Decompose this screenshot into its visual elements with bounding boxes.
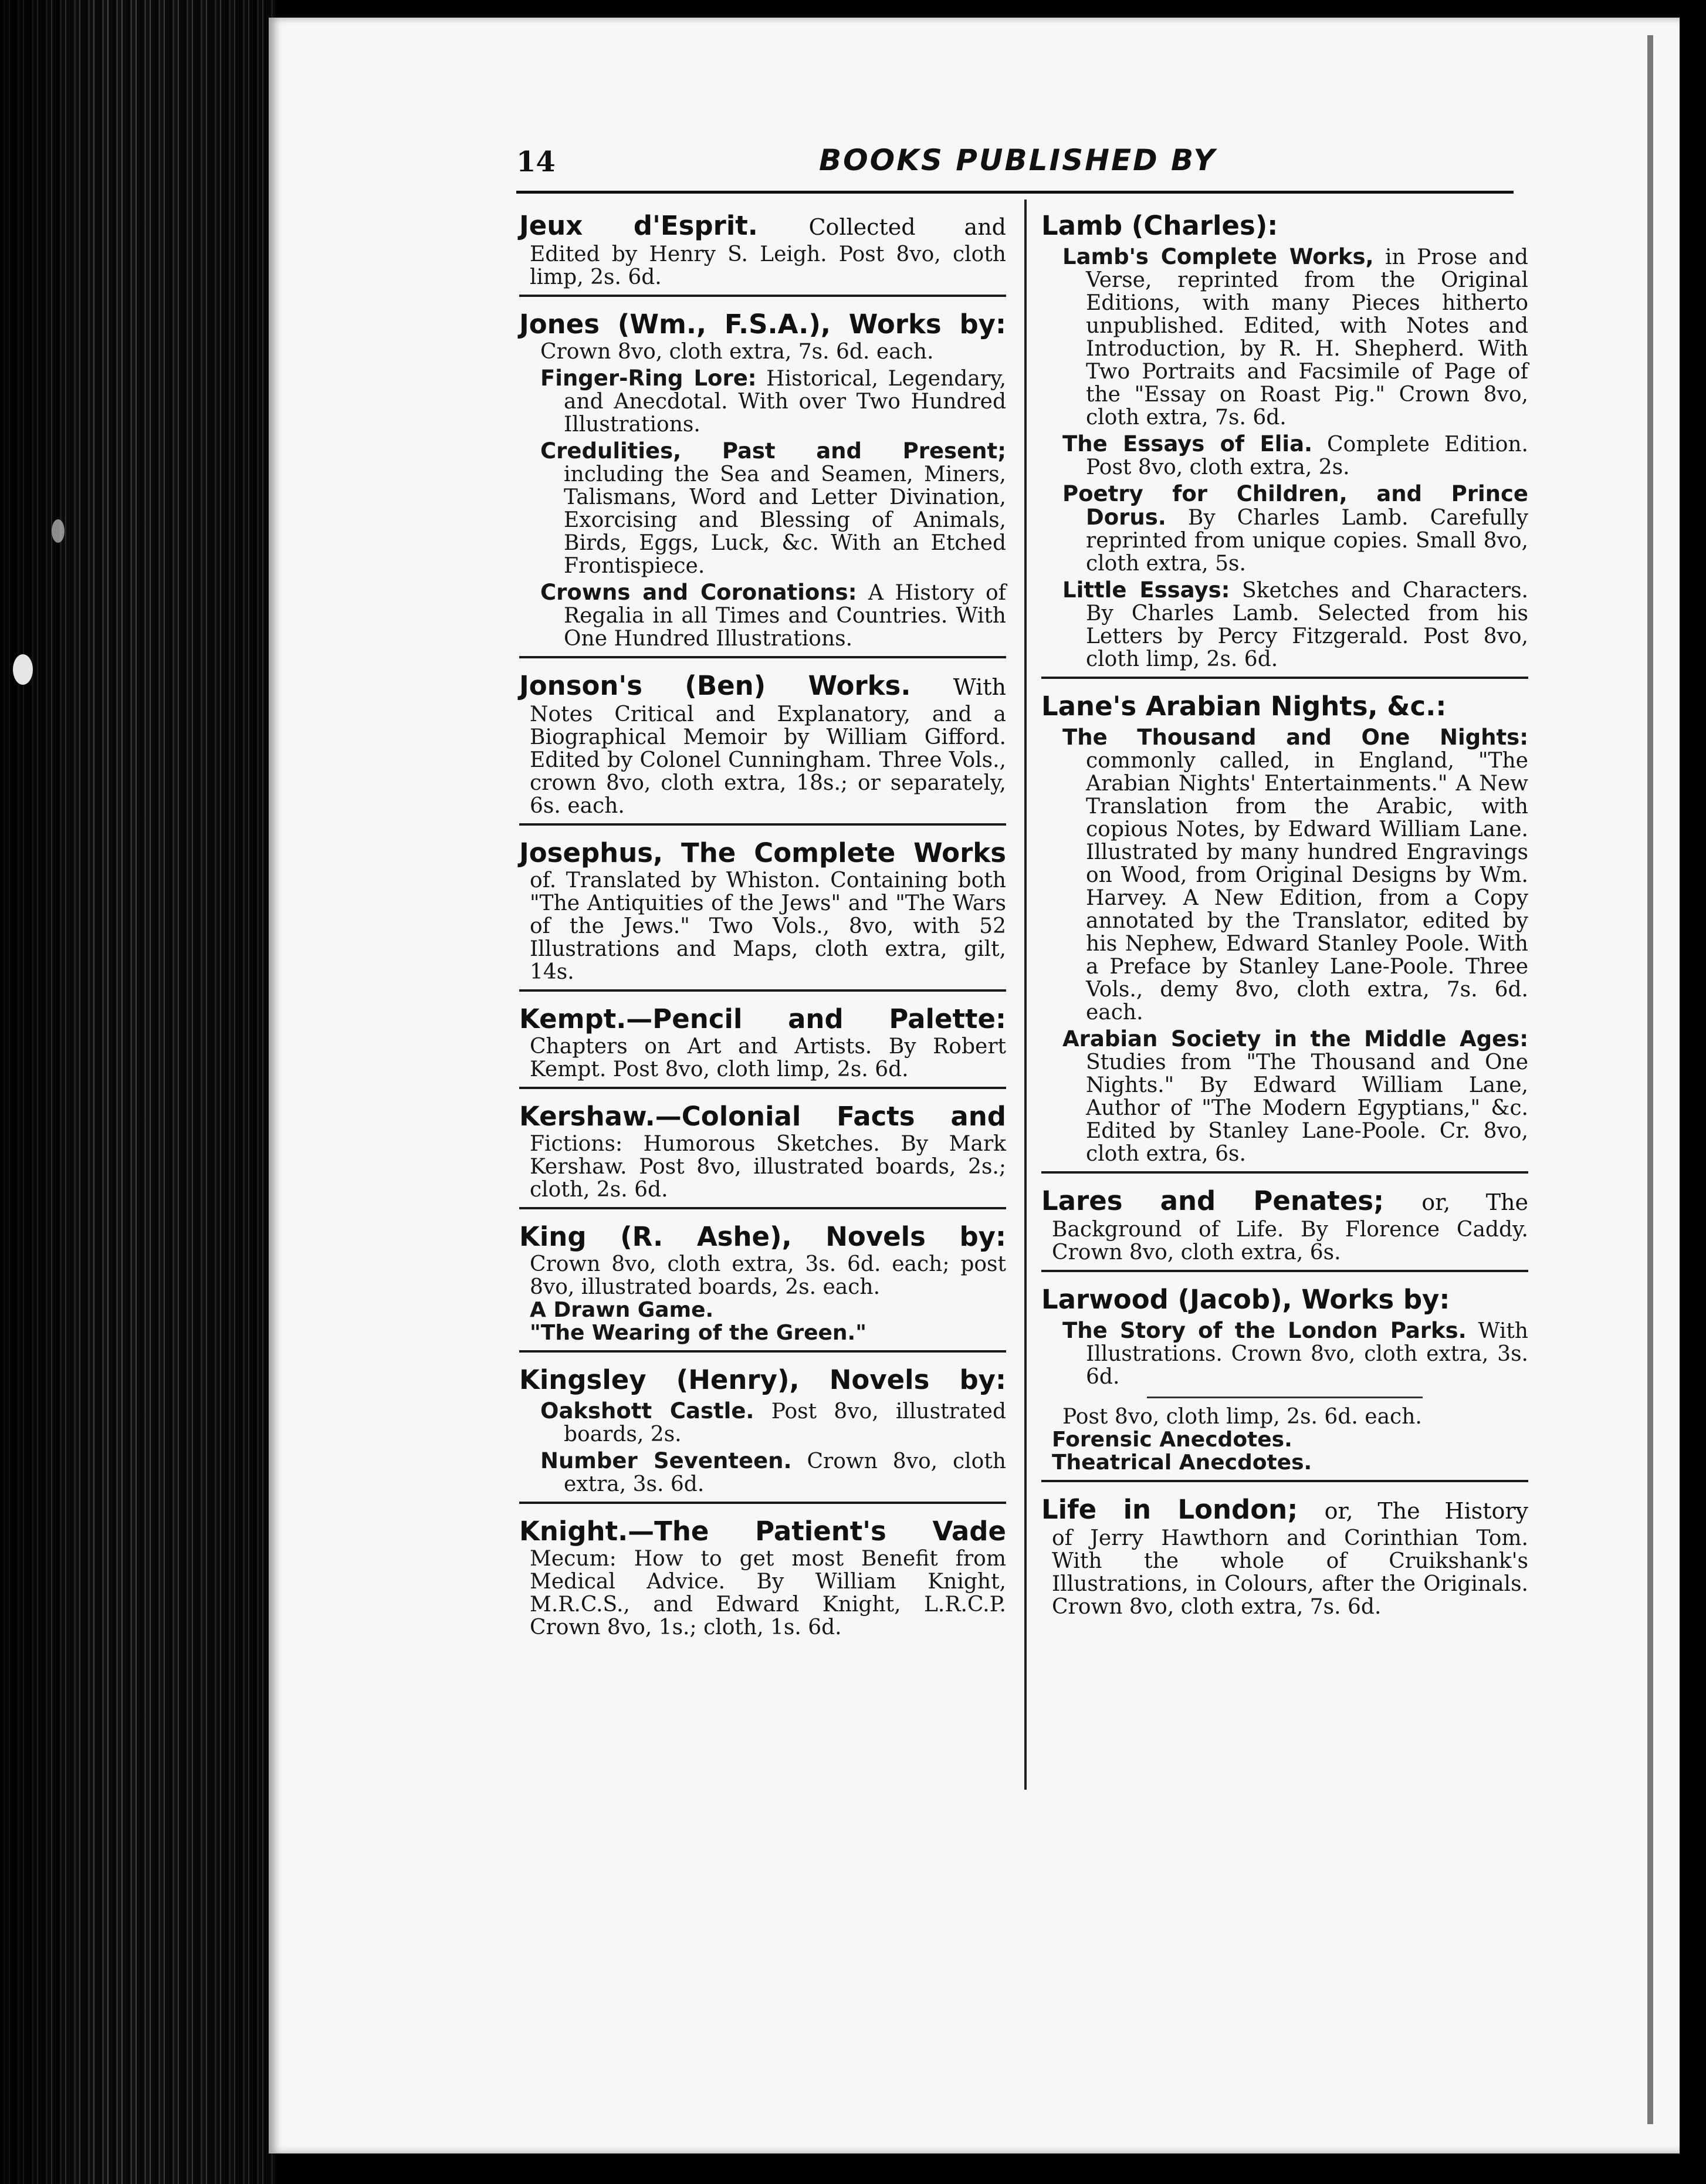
entry-josephus	[519, 834, 1006, 992]
sub-entry: The Thousand and One Nights: commonly called, in England, "The Arabian Nights' Entertainments." A New Translation from the Arabic, with copious Notes, by Edward William Lane. Illustrated by many hundred Engravings on Wood, from Original Designs by Wm. Harvey. A New Edition, from a Copy annotated by the Translator, edited by his Nephew, Edward Stanley Poole. With a Preface by Stanley Lane-Poole. Three Vols., demy 8vo, cloth extra, 7s. 6d. each.	[1062, 725, 1528, 1025]
entry-text: Mecum: How to get most Benefit from Medical Advice. By William Knight, M.R.C.S., and Edward Knight, L.R.C.P. Crown 8vo, 1s.; cloth, 1s. 6d.	[530, 1547, 1006, 1639]
entry-knight	[519, 1512, 1006, 1645]
entry-intro: Post 8vo, cloth limp, 2s. 6d. each.	[1062, 1405, 1422, 1429]
entry-lane	[1041, 687, 1528, 1174]
entry-heading: Jones (Wm., F.S.A.), Works by:	[519, 309, 1006, 340]
book-title: A Drawn Game.	[530, 1298, 714, 1322]
entry-jeux-desprit	[519, 207, 1006, 297]
sub-entry: The Essays of Elia. Complete Edition. Post 8vo, cloth extra, 2s.	[1062, 431, 1528, 479]
entry-heading: Life in London; or, The History	[1041, 1494, 1528, 1525]
entry-heading: Kingsley (Henry), Novels by:	[519, 1364, 1006, 1395]
entry-text: Chapters on Art and Artists. By Robert Kempt. Post 8vo, cloth limp, 2s. 6d.	[530, 1034, 1006, 1081]
entry-king	[519, 1218, 1006, 1353]
entry-text: Fictions: Humorous Sketches. By Mark Kershaw. Post 8vo, illustrated boards, 2s.; cloth, 2s. 6d.	[530, 1132, 1006, 1202]
sub-entry: Credulities, Past and Present; including the Sea and Seamen, Miners, Talismans, Word and Letter Divination, Exorcising and Blessing of Animals, Birds, Eggs, Luck, &c. With an Etched Frontispiece.	[540, 438, 1006, 578]
entry-lamb	[1041, 207, 1528, 679]
book-edge	[0, 0, 276, 2184]
entry-heading: Jeux d'Esprit. Collected and	[519, 210, 1006, 241]
page-edge-right	[1647, 35, 1653, 2124]
sub-entry: Number Seventeen. Crown 8vo, cloth extra, 3s. 6d.	[540, 1448, 1006, 1496]
entry-lares	[1041, 1182, 1528, 1272]
left-column	[519, 207, 1006, 1653]
entry-heading: King (R. Ashe), Novels by:	[519, 1221, 1006, 1252]
entry-text: Notes Critical and Explanatory, and a Biographical Memoir by William Gifford. Edited by Colonel Cunningham. Three Vols., crown 8vo, cloth extra, 18s.; or separately, 6s. each.	[530, 702, 1006, 818]
inner-rule	[1147, 1397, 1423, 1398]
entry-heading: Lamb (Charles):	[1041, 210, 1278, 241]
book-title: Theatrical Anecdotes.	[1052, 1451, 1312, 1475]
entry-intro: Crown 8vo, cloth extra, 3s. 6d. each; post 8vo, illustrated boards, 2s. each.	[530, 1252, 1006, 1299]
entry-heading: Josephus, The Complete Works	[519, 837, 1006, 868]
entry-intro: Crown 8vo, cloth extra, 7s. 6d. each.	[540, 340, 934, 364]
entry-text: of Jerry Hawthorn and Corinthian Tom. With the whole of Cruikshank's Illustrations, in Colours, after the Originals. Crown 8vo, cloth extra, 7s. 6d.	[1052, 1526, 1528, 1619]
scan-speck	[52, 519, 65, 543]
sub-entry: Poetry for Children, and Prince Dorus. By Charles Lamb. Carefully reprinted from unique copies. Small 8vo, cloth extra, 5s.	[1062, 481, 1528, 576]
book-title: Forensic Anecdotes.	[1052, 1428, 1292, 1452]
entry-jonson	[519, 667, 1006, 826]
running-title: BOOKS PUBLISHED BY	[819, 143, 1217, 177]
sub-entry: The Story of the London Parks. With Illustrations. Crown 8vo, cloth extra, 3s. 6d.	[1062, 1318, 1528, 1389]
entry-jones	[519, 305, 1006, 658]
sub-entry: Finger-Ring Lore: Historical, Legendary, and Anecdotal. With over Two Hundred Illustrations.	[540, 366, 1007, 437]
entry-text: of. Translated by Whiston. Containing both "The Antiquities of the Jews" and "The Wars of the Jews." Two Vols., 8vo, with 52 Illustrations and Maps, cloth extra, gilt, 14s.	[530, 868, 1006, 984]
entry-text: Edited by Henry S. Leigh. Post 8vo, cloth limp, 2s. 6d.	[530, 242, 1006, 289]
entry-heading: Lane's Arabian Nights, &c.:	[1041, 691, 1447, 722]
column-divider	[1024, 200, 1027, 1790]
sub-entry: Little Essays: Sketches and Characters. By Charles Lamb. Selected from his Letters by Percy Fitzgerald. Post 8vo, cloth limp, 2s. 6d.	[1062, 577, 1528, 671]
entry-heading: Lares and Penates; or, The	[1041, 1185, 1528, 1216]
entry-heading: Larwood (Jacob), Works by:	[1041, 1284, 1450, 1315]
entry-larwood	[1041, 1280, 1528, 1482]
right-column	[1041, 207, 1528, 1632]
entry-kershaw	[519, 1097, 1006, 1209]
entry-heading: Kershaw.—Colonial Facts and	[519, 1101, 1006, 1132]
scan-speck	[13, 654, 33, 685]
entry-kingsley	[519, 1361, 1006, 1504]
entry-heading: Kempt.—Pencil and Palette:	[519, 1003, 1006, 1034]
entry-life-in-london	[1041, 1490, 1528, 1624]
entry-heading: Jonson's (Ben) Works. With	[519, 670, 1006, 701]
page-number: 14	[516, 146, 556, 178]
sub-entry: Oakshott Castle. Post 8vo, illustrated boards, 2s.	[540, 1398, 1006, 1446]
entry-kempt	[519, 1000, 1006, 1089]
sub-entry: Crowns and Coronations: A History of Regalia in all Times and Countries. With One Hundred Illustrations.	[540, 580, 1007, 651]
header-rule	[516, 191, 1514, 194]
sub-entry: Arabian Society in the Middle Ages: Studies from "The Thousand and One Nights." By Edward William Lane, Author of "The Modern Egyptians," &c. Edited by Stanley Lane-Poole. Cr. 8vo, cloth extra, 6s.	[1062, 1026, 1528, 1166]
entry-text: Background of Life. By Florence Caddy. Crown 8vo, cloth extra, 6s.	[1052, 1218, 1528, 1265]
book-title: "The Wearing of the Green."	[530, 1321, 866, 1345]
entry-heading: Knight.—The Patient's Vade	[519, 1516, 1006, 1547]
sub-entry: Lamb's Complete Works, in Prose and Verse, reprinted from the Original Editions, with many Pieces hitherto unpublished. Edited, with Notes and Introduction, by R. H. Shepherd. With Two Portraits and Facsimile of Page of the "Essay on Roast Pig." Crown 8vo, cloth extra, 7s. 6d.	[1062, 244, 1528, 430]
